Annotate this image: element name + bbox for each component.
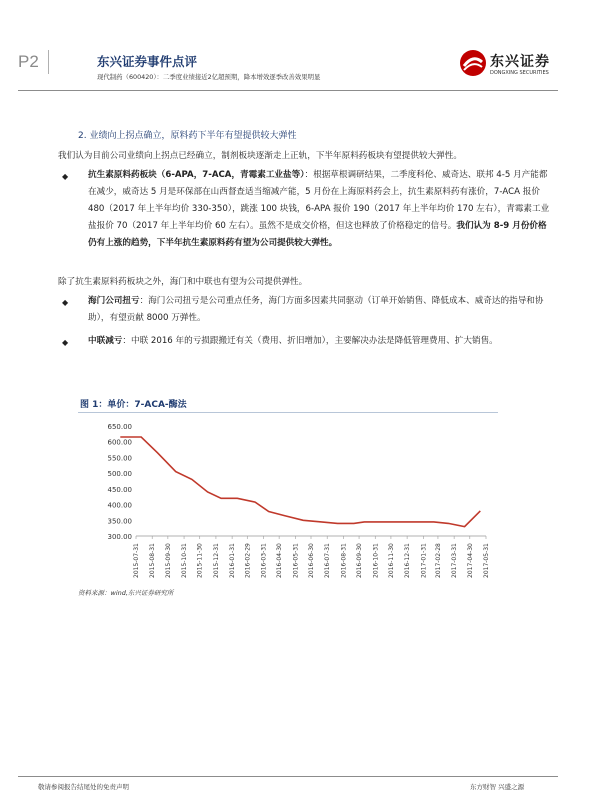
x-tick-label: 2016-06-30: [308, 543, 315, 578]
page-number: P2: [18, 52, 39, 71]
bullet-diamond-icon: ◆: [62, 338, 69, 347]
header-rule: [18, 90, 558, 91]
x-axis: [133, 536, 490, 578]
y-tick-label: 550.00: [107, 454, 132, 463]
x-tick-label: 2016-01-31: [229, 543, 237, 578]
y-tick-label: 400.00: [107, 501, 132, 510]
x-tick-label: 2017-01-31: [420, 543, 428, 578]
y-tick-label: 300.00: [107, 533, 132, 541]
bullet-antibiotics-bold2: 我们认为 8-9 月份价格仍有上涨的趋势，下半年抗生素原料药有望为公司提供较大弹性。: [88, 221, 547, 248]
y-tick-label: 350.00: [107, 517, 132, 526]
report-subtitle: 现代制药（600420）：二季度业绩接近2亿超预期，降本增效逐季改善效果明显: [97, 73, 321, 81]
x-tick-label: 2016-03-31: [260, 543, 268, 578]
price-line-chart: [78, 418, 508, 584]
company-logo: [458, 48, 554, 82]
logo-en-text: DONGXING SECURITIES: [490, 70, 549, 76]
x-tick-label: 2015-07-31: [133, 543, 140, 578]
x-tick-label: 2016-04-30: [276, 543, 284, 578]
bullet-diamond-icon: ◆: [62, 172, 69, 181]
footer-slogan: 东方财智 兴盛之源: [470, 783, 525, 791]
header-divider: [48, 50, 49, 74]
report-title: 东兴证券事件点评: [97, 54, 198, 69]
x-tick-label: 2016-05-31: [292, 543, 300, 578]
bullet-zhonglian-text: ：中联 2016 年的亏损跟搬迁有关（费用、折旧增加），主要解决办法是降低管理费用、扩大销售。: [122, 336, 498, 346]
logo-cn-text: 东兴证券: [490, 54, 550, 70]
x-tick-label: 2016-12-31: [404, 543, 412, 578]
y-axis: [108, 423, 133, 541]
bullet-zhonglian: [88, 333, 554, 350]
y-tick-label: 500.00: [107, 470, 132, 479]
y-tick-label: 650.00: [107, 423, 132, 431]
x-tick-label: 2015-08-31: [149, 543, 157, 578]
x-tick-label: 2016-10-31: [372, 543, 380, 578]
section-heading: 2. 业绩向上拐点确立，原料药下半年有望提供较大弹性: [78, 131, 297, 141]
x-tick-label: 2015-12-31: [212, 543, 220, 578]
intro-paragraph: 我们认为目前公司业绩向上拐点已经确立，制剂板块逐渐走上正轨，下半年原料药板块有望提供较大弹性。: [58, 151, 462, 161]
figure-title: 图 1：单价：7-ACA-酶法: [80, 400, 187, 410]
x-tick-label: 2017-05-31: [483, 543, 490, 578]
x-tick-label: 2017-02-28: [434, 543, 442, 578]
figure-source: 资料来源：wind,东兴证券研究所: [78, 589, 174, 597]
logo-emblem-icon: [458, 48, 488, 78]
x-tick-label: 2015-09-30: [164, 543, 172, 578]
bullet-diamond-icon: ◆: [62, 298, 69, 307]
footer-disclaimer: 敬请参阅报告结尾处的免责声明: [38, 783, 129, 791]
y-tick-label: 600.00: [107, 438, 132, 447]
bullet-haimen: [88, 293, 554, 327]
bullet-antibiotics-bold: 抗生素原料药板块（6-APA，7-ACA，青霉素工业盐等）: [88, 170, 305, 180]
x-tick-label: 2017-04-30: [466, 543, 474, 578]
bullet-antibiotics: [88, 167, 554, 252]
bullet-zhonglian-bold: 中联减亏: [88, 336, 123, 346]
x-tick-label: 2016-09-30: [356, 543, 364, 578]
x-tick-label: 2016-07-31: [324, 543, 332, 578]
x-tick-label: 2016-02-29: [244, 543, 252, 578]
y-tick-label: 450.00: [107, 485, 132, 494]
x-tick-label: 2015-11-30: [196, 543, 204, 578]
series-line-7aca: [120, 437, 480, 527]
bullet-haimen-text: ：海门公司扭亏是公司重点任务，海门方面多因素共同驱动（订单开始销售、降低成本、威奇达的指导和协助），有望贡献 8000 万弹性。: [88, 296, 544, 323]
x-tick-label: 2017-03-31: [451, 543, 459, 578]
x-tick-label: 2015-10-31: [181, 543, 189, 578]
bullet-haimen-bold: 海门公司扭亏: [88, 296, 140, 306]
x-tick-label: 2016-11-30: [387, 543, 395, 578]
bullet-antibiotics-text: ：根据草根调研结果，二季度科伦、威奇达、联邦 4-5 月产能都在减少，威奇达 5 月是环保部在山西督查适当缩减产能，5 月份在上海原料药会上，抗生素原料药有涨价，7-ACA 报价 480（2017 年上半年均价 330-350），跳涨 100 块钱，6-APA 报价 190（2017 年上半年均价 170 左右），青霉素工业盐报价 70（2017 年上半年均价 60 左右）。虽然不是成交价格，但这也释放了价格稳定的信号。: [88, 170, 550, 231]
x-tick-label: 2016-08-31: [340, 543, 348, 578]
footer-rule: [18, 776, 558, 777]
middle-paragraph: 除了抗生素原料药板块之外，海门和中联也有望为公司提供弹性。: [58, 277, 308, 287]
figure-rule: [78, 412, 498, 413]
